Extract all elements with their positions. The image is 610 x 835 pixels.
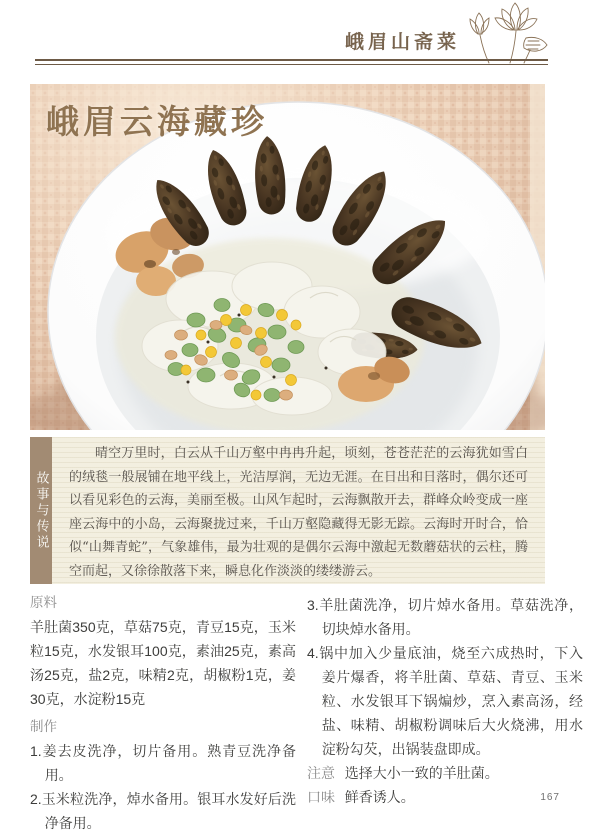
taste-label: 口味 [307,789,335,805]
chapter-title: 峨眉山斋菜 [344,31,460,53]
story-section [30,437,545,584]
story-box [52,437,545,584]
note-label: 注意 [307,765,335,781]
step-item-2: 2.玉米粒洗净，焯水备用。银耳水发好后洗净备用。 [30,791,296,831]
step-item-1: 1.姜去皮洗净，切片备用。熟青豆洗净备用。 [30,743,296,783]
dish-photo [30,84,545,430]
note-row [307,761,583,785]
steps-label: 制作 [30,719,57,734]
story-label: 故事与传说 [30,437,52,584]
lotus-icon [460,0,548,64]
note-text: 选择大小一致的羊肚菌。 [344,765,499,781]
story-text: 晴空万里时，白云从千山万壑中冉冉升起，顷刻，苍苍茫茫的云海犹如雪白的绒毯一般展铺在地平线上，光洁厚润，无边无涯。在日出和日落时，偶尔还可以看见彩色的云海，美丽至极。山风乍起时，云海飘散开去，群峰众岭变成一座座云海中的小岛，云海聚拢过来，千山万壑隐藏得无影无踪。云海时开时合，恰似“山舞青蛇”，气象雄伟，最为壮观的是偶尔云海中激起无数蘑菇状的云柱，腾空而起，又徐徐散落下来，瞬息化作淡淡的缕缕游云。 [69,446,528,579]
page-number: 167 [540,792,560,803]
ingredients-label: 原料 [30,595,57,610]
step-item-4: 4.锅中加入少量底油，烧至六成热时，下入姜片爆香，将羊肚菌、草菇、青豆、玉米粒、水发银耳下锅煸炒，烹入素高汤，经盐、味精、胡椒粉调味后大火烧沸，用水淀粉勾芡，出锅装盘即成。 [307,645,583,757]
taste-text: 鲜香诱人。 [344,789,415,805]
recipe-left-column [30,593,296,835]
ingredients-text: 羊肚菌350克，草菇75克，青豆15克，玉米粒15克，水发银耳100克，素油25克，素高汤25克，盐2克，味精2克，胡椒粉1克，姜30克，水淀粉15克 [30,619,296,707]
dish-title: 峨眉云海藏珍 [46,102,268,141]
header-divider [35,59,548,65]
step-item-3: 3.羊肚菌洗净，切片焯水备用。草菇洗净，切块焯水备用。 [307,597,583,637]
recipe-section [30,593,583,835]
